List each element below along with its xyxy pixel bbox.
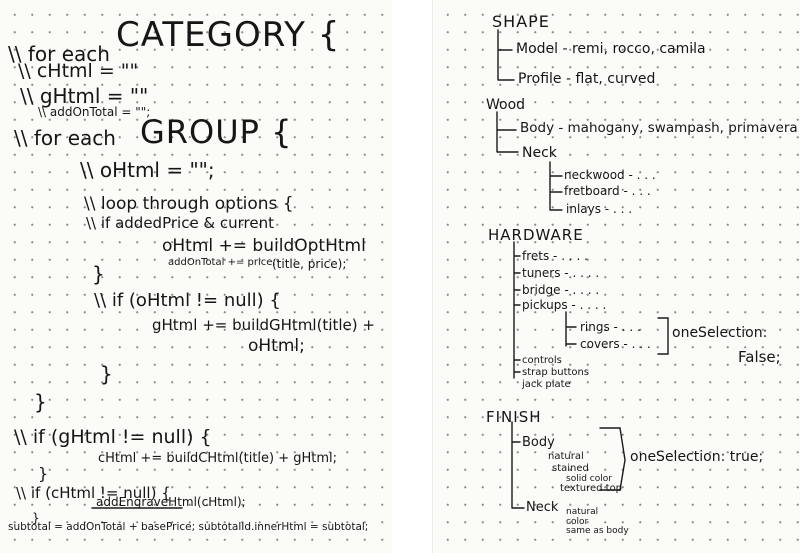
item-inlays: inlays - . . .: [566, 202, 633, 216]
section-wood: Wood: [486, 97, 526, 113]
item-neck-same-as-body: same as body: [566, 526, 629, 536]
item-neck-natural: natural: [566, 507, 599, 517]
line-add-engrave: addEngraveHtml(cHtml);: [96, 495, 246, 509]
one-selection-false-value: False;: [738, 348, 781, 366]
one-selection-false-label: oneSelection:: [672, 325, 768, 341]
line-for-each-group: \\ for each: [14, 126, 116, 150]
item-wood-body: Body - mahogany, swampash, primavera: [520, 120, 798, 136]
line-ohtml-init: \\ oHtml = "";: [80, 158, 215, 182]
item-wood-neck: Neck: [522, 145, 557, 161]
line-addontotal-add: addOnTotal += price;: [168, 257, 276, 268]
line-subtotal: subtotal = addOnTotal + basePrice; subtotalId.innerHtml = subtotal;: [8, 521, 369, 533]
line-if-ohtml: \\ if (oHtml != null) {: [94, 290, 281, 311]
line-loop-options: \\ loop through options {: [84, 194, 294, 214]
item-bridge: bridge - . . . .: [522, 283, 600, 297]
line-if-addedprice: \\ if addedPrice & current: [86, 214, 275, 232]
item-solid-color: solid color: [566, 474, 612, 484]
section-hardware: HARDWARE: [488, 226, 584, 244]
item-profile: Profile - flat, curved: [518, 71, 656, 87]
line-ohtml-build: oHtml += buildOptHtml: [162, 236, 366, 256]
line-chtml-build: cHtml += buildCHtml(title) + gHtml;: [98, 451, 338, 466]
line-title-price: (title, price);: [272, 257, 347, 271]
item-tuners: tuners - . . . .: [522, 266, 600, 280]
item-natural: natural: [548, 451, 584, 462]
brace-close-if-ghtml: }: [38, 464, 49, 483]
item-rings: rings - . . .: [580, 320, 641, 334]
item-finish-body: Body: [522, 435, 555, 450]
line-ghtml-build: gHtml += buildGHtml(title) +: [152, 316, 375, 334]
line-ghtml-init: \\ gHtml = "": [20, 84, 149, 108]
line-ohtml-append: oHtml;: [248, 336, 305, 356]
line-if-chtml: \\ if (cHtml != null) {: [16, 484, 171, 502]
left-notebook-page: [0, 0, 393, 553]
line-for-each: \\ for each: [8, 42, 110, 66]
item-pickups: pickups - . . . .: [522, 298, 607, 312]
item-neckwood: neckwood - . . .: [564, 168, 656, 182]
item-finish-neck: Neck: [526, 500, 559, 515]
one-selection-true: oneSelection: true;: [630, 449, 764, 465]
item-jack-plate: jack plate: [522, 379, 571, 390]
item-strap-buttons: strap buttons: [522, 367, 590, 378]
page-gutter: [392, 0, 432, 553]
item-stained: stained: [552, 463, 589, 474]
line-chtml-init: \\ cHtml = "": [18, 60, 139, 82]
brace-close-group: }: [34, 390, 47, 414]
item-fretboard: fretboard - . . .: [564, 184, 651, 198]
item-controls: controls: [522, 355, 562, 366]
section-finish: FINISH: [486, 408, 542, 426]
brace-close-if-chtml: }: [32, 511, 40, 525]
item-covers: covers - . . .: [580, 337, 651, 351]
brace-close-loop: }: [92, 262, 105, 286]
category-heading: CATEGORY {: [116, 15, 341, 55]
line-addontotal-init: \\ addOnTotal = "";: [38, 105, 151, 119]
line-if-ghtml: \\ if (gHtml != null) {: [14, 426, 212, 448]
item-neck-color: color: [566, 517, 589, 527]
item-frets: frets - . . . .: [522, 249, 588, 263]
brace-close-if-ohtml: }: [100, 362, 113, 386]
group-heading: GROUP {: [140, 113, 293, 151]
item-model: Model - remi, rocco, camila: [516, 41, 706, 57]
item-textured-top: textured top: [560, 483, 623, 494]
section-shape: SHAPE: [492, 12, 550, 31]
